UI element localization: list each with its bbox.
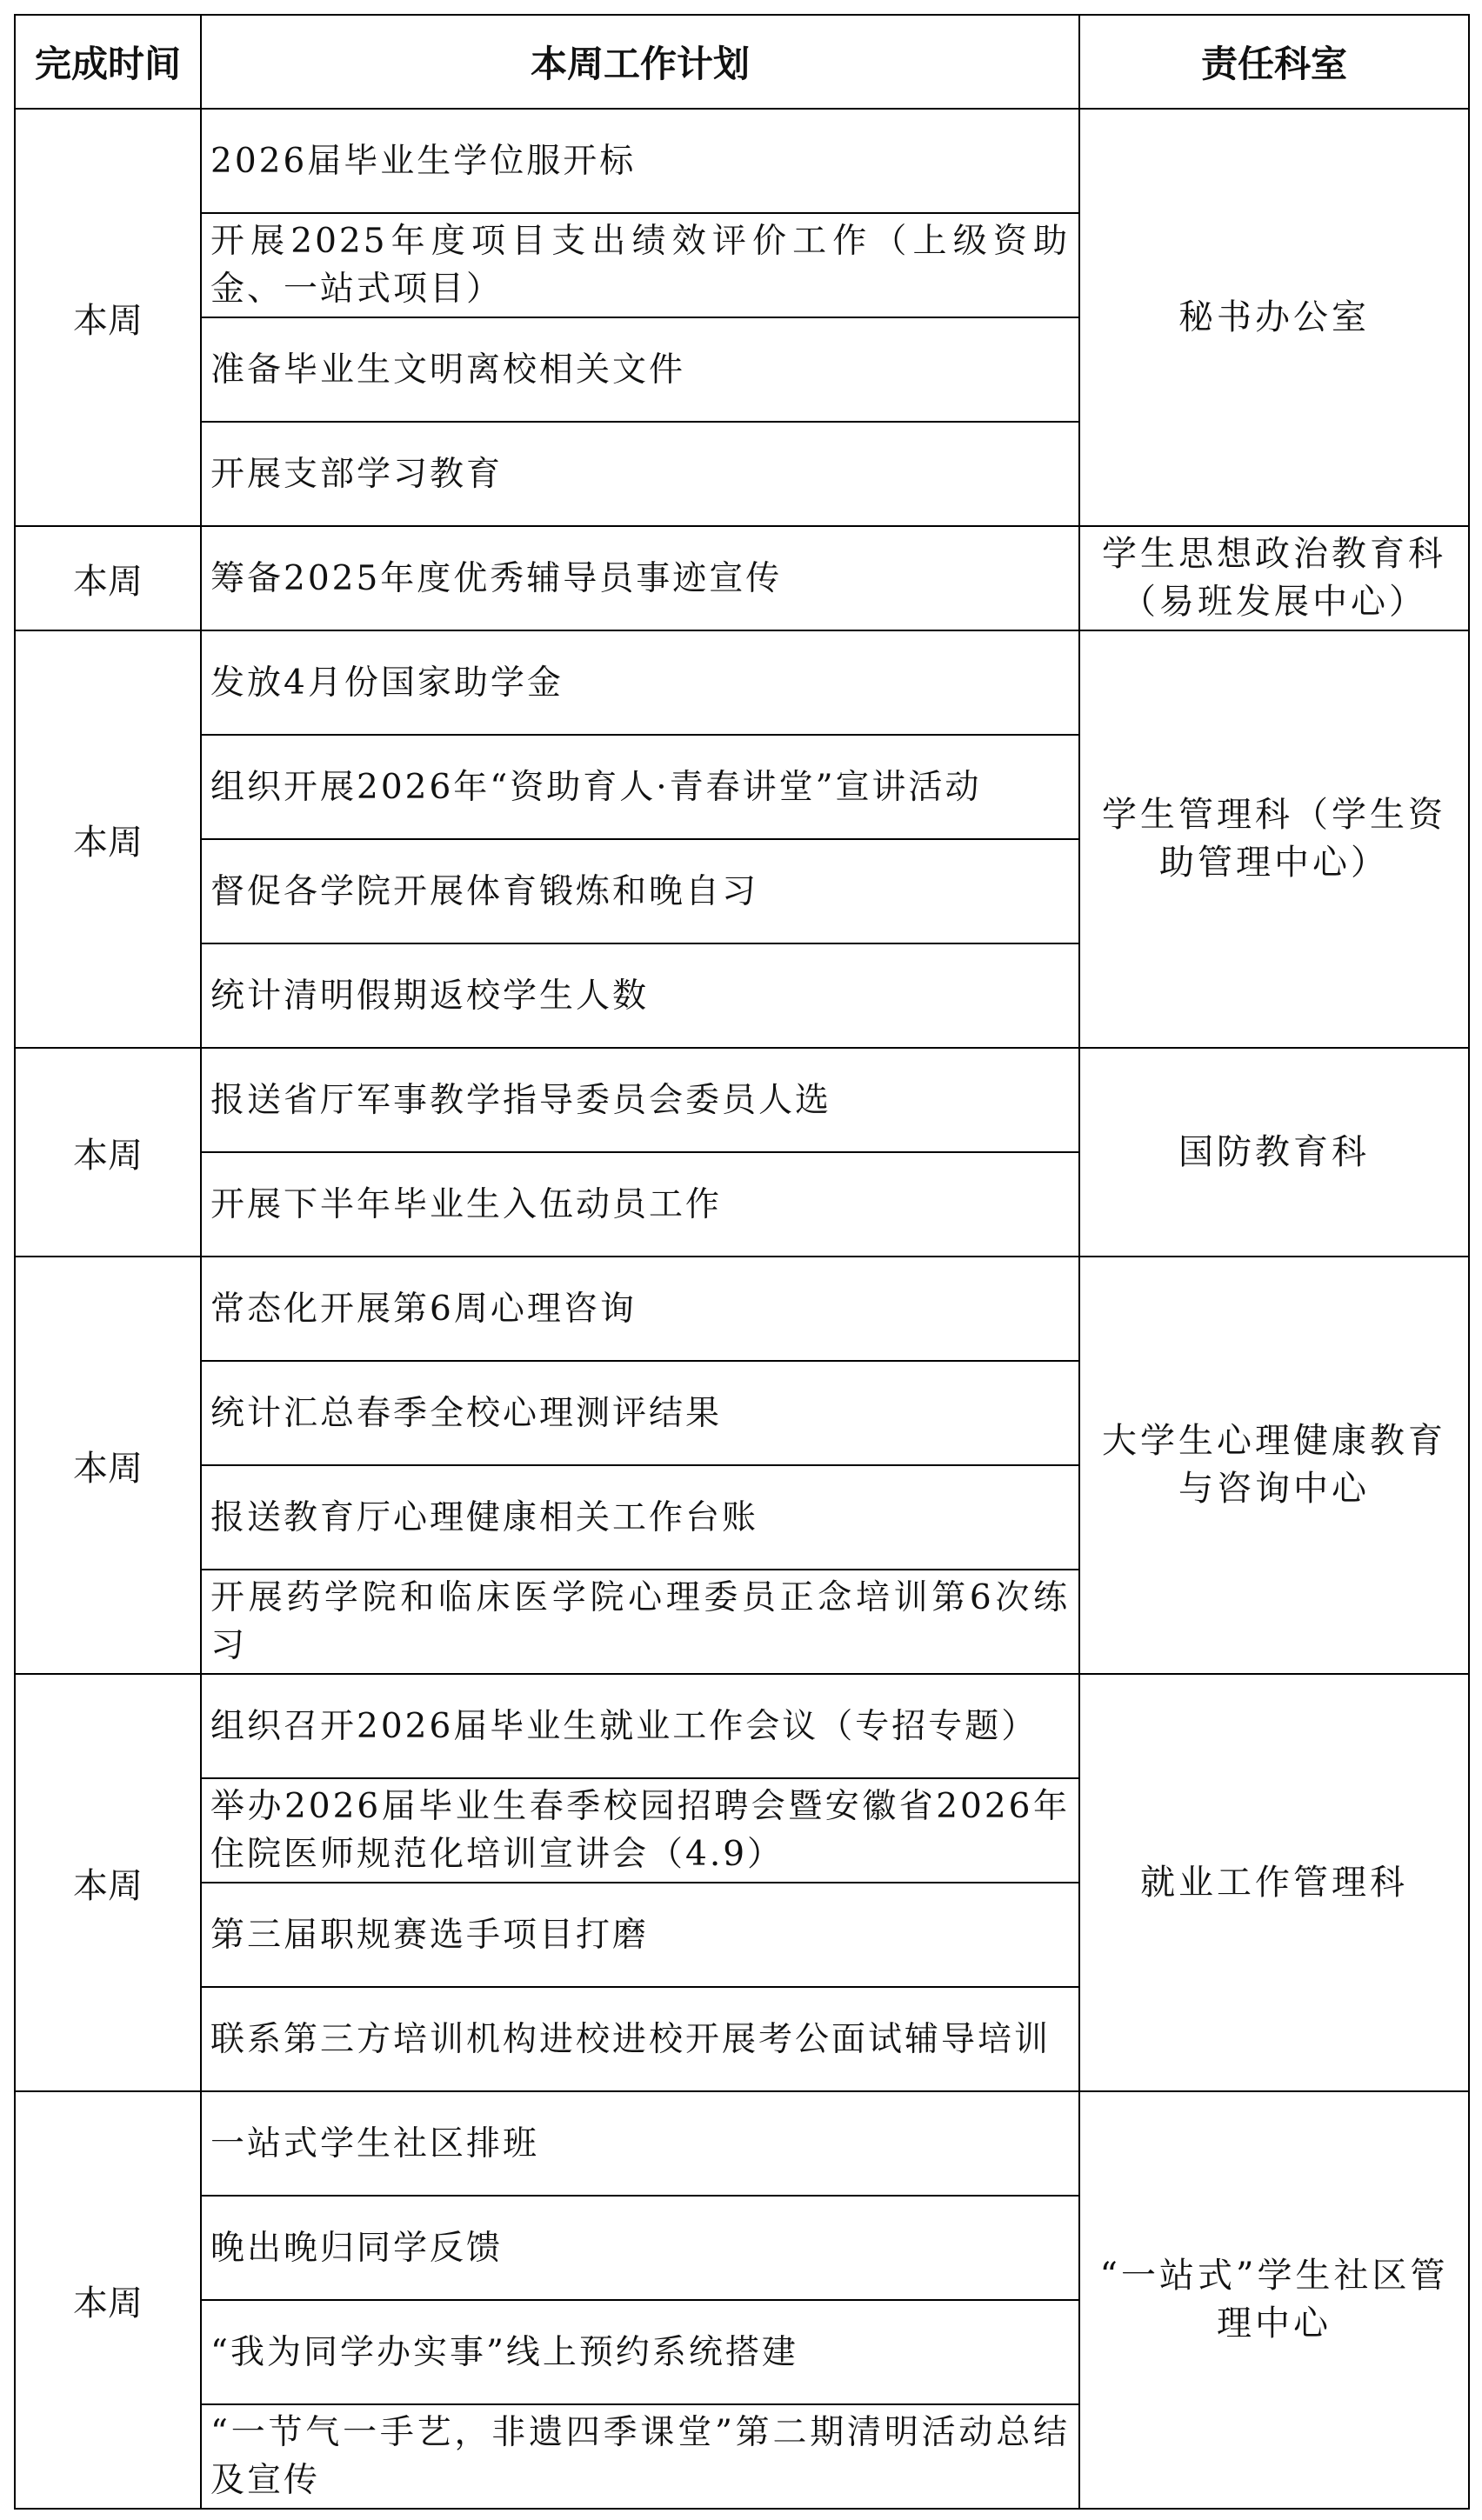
table-row: [15, 1048, 1469, 1152]
plan-item-cell: 筹备2025年度优秀辅导员事迹宣传: [201, 526, 1079, 630]
plan-item-cell: 组织召开2026届毕业生就业工作会议（专招专题）: [201, 1674, 1079, 1778]
completion-time-cell: 本周: [15, 1257, 201, 1674]
responsible-dept-cell: 学生思想政治教育科（易班发展中心）: [1079, 526, 1469, 630]
plan-item-cell: 统计清明假期返校学生人数: [201, 943, 1079, 1048]
completion-time-cell: 本周: [15, 1674, 201, 2091]
work-plan-document: [14, 14, 1468, 2510]
plan-item-cell: 督促各学院开展体育锻炼和晚自习: [201, 839, 1079, 943]
plan-item-cell: 报送教育厅心理健康相关工作台账: [201, 1465, 1079, 1570]
table-row: [15, 1674, 1469, 1778]
plan-item-cell: 晚出晚归同学反馈: [201, 2196, 1079, 2300]
header-weekly-plan: 本周工作计划: [201, 15, 1079, 109]
plan-item-cell: 开展支部学习教育: [201, 422, 1079, 526]
plan-item-cell: 开展下半年毕业生入伍动员工作: [201, 1152, 1079, 1257]
work-plan-table: [14, 14, 1470, 2510]
table-row: [15, 630, 1469, 735]
table-row: [15, 526, 1469, 630]
plan-item-cell: “一节气一手艺，非遗四季课堂”第二期清明活动总结及宣传: [201, 2404, 1079, 2509]
completion-time-cell: 本周: [15, 526, 201, 630]
plan-item-cell: 举办2026届毕业生春季校园招聘会暨安徽省2026年住院医师规范化培训宣讲会（4.9）: [201, 1778, 1079, 1883]
plan-item-cell: 发放4月份国家助学金: [201, 630, 1079, 735]
responsible-dept-cell: 大学生心理健康教育与咨询中心: [1079, 1257, 1469, 1674]
completion-time-cell: 本周: [15, 2091, 201, 2509]
table-row: [15, 1257, 1469, 1361]
header-completion-time: 完成时间: [15, 15, 201, 109]
responsible-dept-cell: “一站式”学生社区管理中心: [1079, 2091, 1469, 2509]
plan-item-cell: 开展2025年度项目支出绩效评价工作（上级资助金、一站式项目）: [201, 213, 1079, 317]
table-row: [15, 2091, 1469, 2196]
completion-time-cell: 本周: [15, 109, 201, 526]
completion-time-cell: 本周: [15, 630, 201, 1048]
responsible-dept-cell: 学生管理科（学生资助管理中心）: [1079, 630, 1469, 1048]
plan-item-cell: 开展药学院和临床医学院心理委员正念培训第6次练习: [201, 1570, 1079, 1674]
plan-item-cell: 联系第三方培训机构进校进校开展考公面试辅导培训: [201, 1987, 1079, 2091]
plan-item-cell: 一站式学生社区排班: [201, 2091, 1079, 2196]
table-row: [15, 109, 1469, 213]
responsible-dept-cell: 国防教育科: [1079, 1048, 1469, 1257]
plan-item-cell: 统计汇总春季全校心理测评结果: [201, 1361, 1079, 1465]
completion-time-cell: 本周: [15, 1048, 201, 1257]
plan-item-cell: 常态化开展第6周心理咨询: [201, 1257, 1079, 1361]
plan-item-cell: 第三届职规赛选手项目打磨: [201, 1883, 1079, 1987]
table-header-row: [15, 15, 1469, 109]
plan-item-cell: 组织开展2026年“资助育人·青春讲堂”宣讲活动: [201, 735, 1079, 839]
responsible-dept-cell: 秘书办公室: [1079, 109, 1469, 526]
plan-item-cell: “我为同学办实事”线上预约系统搭建: [201, 2300, 1079, 2404]
plan-item-cell: 准备毕业生文明离校相关文件: [201, 317, 1079, 422]
plan-item-cell: 报送省厅军事教学指导委员会委员人选: [201, 1048, 1079, 1152]
header-responsible-dept: 责任科室: [1079, 15, 1469, 109]
responsible-dept-cell: 就业工作管理科: [1079, 1674, 1469, 2091]
table-body: [15, 109, 1469, 2509]
plan-item-cell: 2026届毕业生学位服开标: [201, 109, 1079, 213]
